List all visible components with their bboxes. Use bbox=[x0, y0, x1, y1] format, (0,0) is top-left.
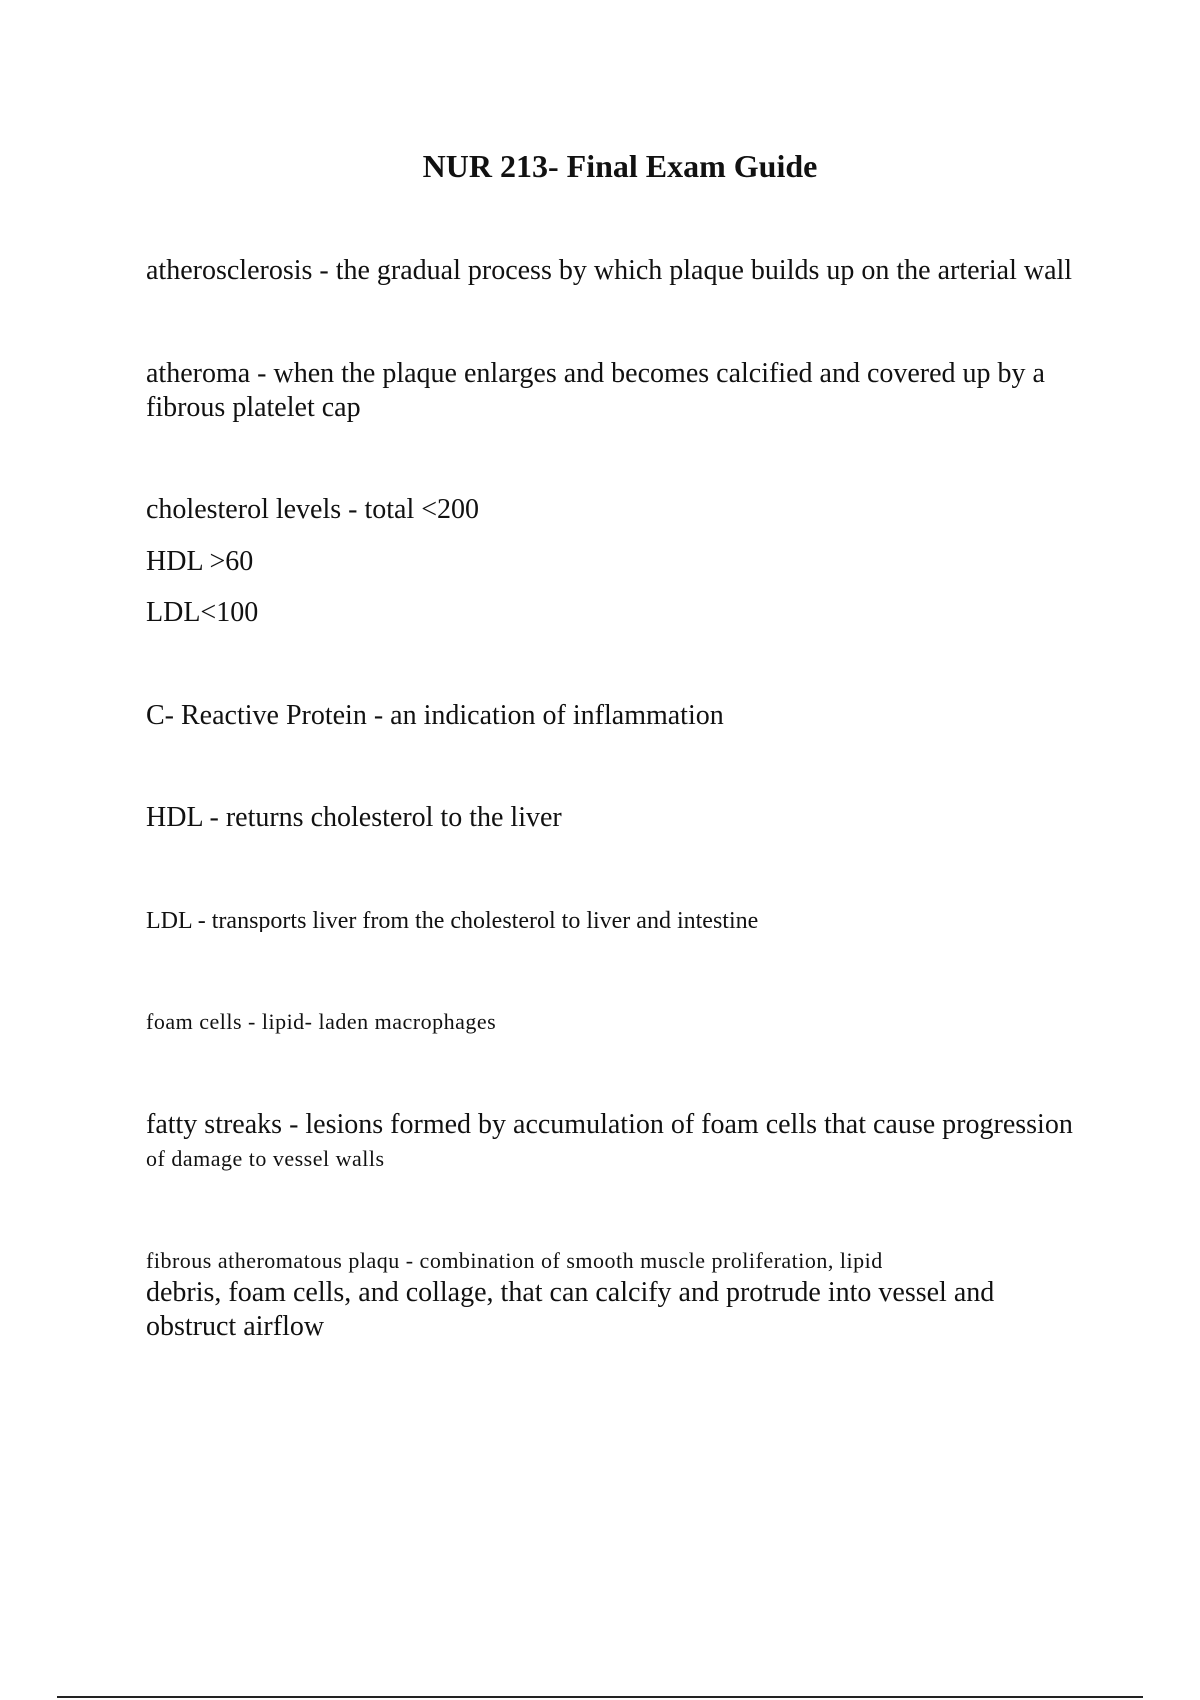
entry-text: debris, foam cells, and collage, that can calcify and protrude into vessel and bbox=[146, 1277, 995, 1308]
entry-text: fibrous platelet cap bbox=[146, 392, 361, 423]
entry-atheroma bbox=[146, 357, 1086, 425]
entry-ldl-level bbox=[146, 596, 1086, 630]
entry-text: foam cells - lipid- laden macrophages bbox=[146, 1009, 497, 1034]
entry-hdl-definition bbox=[146, 801, 1086, 835]
entry-text: cholesterol levels - total <200 bbox=[146, 494, 480, 525]
entry-text: HDL - returns cholesterol to the liver bbox=[146, 802, 562, 833]
bottom-rule bbox=[57, 1696, 1143, 1698]
entry-atherosclerosis bbox=[146, 254, 1086, 288]
entry-text: HDL >60 bbox=[146, 546, 254, 577]
entry-text: C- Reactive Protein - an indication of inflammation bbox=[146, 700, 724, 731]
entry-foam-cells bbox=[146, 1007, 1086, 1037]
entry-text: atheroma - when the plaque enlarges and becomes calcified and covered up by a bbox=[146, 358, 1045, 389]
entry-ldl-definition bbox=[146, 904, 1086, 932]
entry-text: of damage to vessel walls bbox=[146, 1146, 385, 1171]
entry-text: obstruct airflow bbox=[146, 1311, 325, 1342]
entry-cholesterol-total bbox=[146, 493, 1086, 527]
entry-text: atherosclerosis - the gradual process by which plaque builds up on the arterial wall bbox=[146, 255, 1073, 286]
entry-text: LDL<100 bbox=[146, 597, 259, 628]
entry-hdl-level bbox=[146, 545, 1086, 579]
document-title: NUR 213- Final Exam Guide bbox=[422, 148, 818, 184]
entry-text: fatty streaks - lesions formed by accumulation of foam cells that cause progression bbox=[146, 1109, 1073, 1140]
entry-c-reactive-protein bbox=[146, 699, 1086, 733]
entry-text: fibrous atheromatous plaqu - combination of smooth muscle proliferation, lipid bbox=[146, 1248, 883, 1273]
entry-text: LDL - transports liver from the cholesterol to liver and intestine bbox=[146, 908, 759, 932]
entry-fibrous-plaque bbox=[146, 1246, 1086, 1344]
entry-fatty-streaks bbox=[146, 1108, 1086, 1176]
